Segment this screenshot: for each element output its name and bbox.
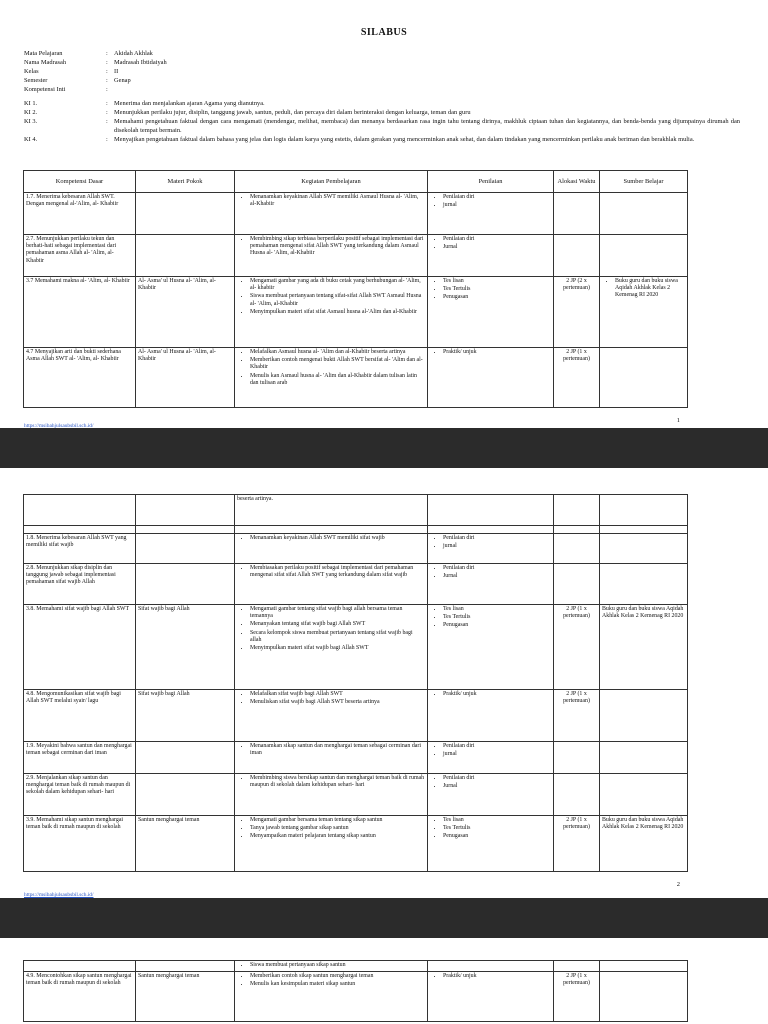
- alokasi-cell: [554, 564, 600, 605]
- list-item: • Melafalkan sifat wajib bagi Allah SWT: [250, 691, 425, 698]
- list-item: • Tes Tertulis: [443, 286, 551, 293]
- ki-row: [24, 118, 740, 135]
- bullet-list: [430, 236, 551, 251]
- bullet-list: [430, 194, 551, 209]
- kegiatan-cell: [235, 690, 428, 742]
- bullet-list: [237, 606, 425, 652]
- alokasi-cell: 2 JP (1 x pertemuan): [554, 972, 600, 1022]
- meta-colon: :: [106, 76, 108, 84]
- materi-cell: Santun menghargai teman: [136, 816, 235, 872]
- document-title: SILABUS: [360, 27, 408, 38]
- penilaian-cell: [428, 774, 554, 816]
- list-item: • Tanya jawab tentang gambar sikap santun: [250, 825, 425, 832]
- subject-metadata: [24, 50, 167, 95]
- list-item: • jurnal: [443, 751, 551, 758]
- table-row: [24, 816, 688, 872]
- ki-row: [24, 109, 740, 118]
- list-item: • Tes lisan: [443, 817, 551, 824]
- kegiatan-cell: [235, 534, 428, 564]
- ki-colon: :: [106, 100, 108, 107]
- syllabus-table-page-3: [23, 960, 688, 1022]
- penilaian-cell: [428, 277, 554, 348]
- sumber-cell: [600, 690, 688, 742]
- syllabus-table-page-1: [23, 170, 688, 408]
- list-item: • Menuliskan sifat wajib bagi Allah SWT beserta artinya: [250, 699, 425, 706]
- ki-row: [24, 136, 740, 145]
- syllabus-table-page-2: [23, 494, 688, 872]
- materi-cell: Santun menghargai teman: [136, 972, 235, 1022]
- kd-cell: 3.7 Memahami makna al- 'Alim, al- Khabiir: [24, 277, 136, 348]
- kegiatan-cell: [235, 277, 428, 348]
- kd-cell: 4.9. Mencontohkan sikap santun menghargai teman baik di rumah maupun di sekolah: [24, 972, 136, 1022]
- meta-key: Semester: [24, 76, 48, 84]
- alokasi-cell: [554, 961, 600, 972]
- bullet-list: [430, 743, 551, 758]
- kegiatan-cell: [235, 972, 428, 1022]
- alokasi-cell: [554, 235, 600, 277]
- bullet-list: [430, 691, 551, 698]
- sumber-cell: [600, 972, 688, 1022]
- list-item: • Secara kelompok siswa membuat pertanyaan tentang sifat wajib bagi allah: [250, 630, 425, 644]
- penilaian-cell: [428, 972, 554, 1022]
- ki-key: KI 2.: [24, 109, 38, 116]
- kd-cell: 2.7. Menunjukkan perilaku tekun dan berhati-hati sebagai implementasi dari pemahaman asma Allah al- 'Alim, al- Khabiir: [24, 235, 136, 277]
- penilaian-cell: [428, 193, 554, 235]
- list-item: • Penilaian diri: [443, 743, 551, 750]
- document-page-1: [0, 0, 768, 428]
- list-item: • Penilaian diri: [443, 775, 551, 782]
- list-item: • Menanamkan sikap santun dan menghargai teman sebagai cerminan dari iman: [250, 743, 425, 757]
- list-item: • Jurnal: [443, 244, 551, 251]
- ki-row: [24, 100, 740, 109]
- list-item: • Menyimpulkan materi sifat wajib bagi Allah SWT: [250, 645, 425, 652]
- list-item: • jurnal: [443, 543, 551, 550]
- materi-cell: Al- Asma' ul Husna al- 'Alim, al-Khabiir: [136, 277, 235, 348]
- meta-key: Kompetensi Inti: [24, 85, 66, 93]
- table-row: [24, 742, 688, 774]
- bullet-list: [237, 565, 425, 579]
- table-row: [24, 564, 688, 605]
- bullet-list: [237, 236, 425, 258]
- kegiatan-cell: [235, 193, 428, 235]
- table-row: [24, 774, 688, 816]
- table-row: [24, 972, 688, 1022]
- bullet-list: [602, 278, 685, 300]
- alokasi-cell: [554, 774, 600, 816]
- bullet-list: [237, 535, 425, 542]
- meta-colon: :: [106, 67, 108, 75]
- ki-text: Memahami pengetahuan faktual dengan cara mengamati (mendengar, melihat, membaca) dan menanya berdasarkan rasa ingin tahu tentang dirinya, makhluk ciptaan tuhan dan kegiatannya, dan benda-benda yang dijumpainya dirumah dan disekolah tempat bermain.: [114, 118, 740, 134]
- meta-row: [24, 68, 167, 77]
- meta-colon: :: [106, 85, 108, 93]
- kegiatan-cell: [235, 348, 428, 408]
- ki-text: Menunjukkan perilaku jujur, disiplin, tanggung jawab, santun, peduli, dan percaya diri dalam berinteraksi dengan keluarga, teman dan guru: [114, 109, 471, 116]
- meta-row: [24, 77, 167, 86]
- kd-cell: 2.9. Menjalankan sikap santun dan menghargai teman baik di rumah maupun di sekolah dalam kehidupan sehari- hari: [24, 774, 136, 816]
- list-item: • Siswa membuat pertanyaan sikap santun: [250, 962, 425, 969]
- ki-text: Menyajikan pengetahuan faktual dalam bahasa yang jelas dan logis dalam karya yang estetis, dalam gerakan yang mencerminkan anak sehat, dan dalam tindakan yang mencerminkan perilaku anak beriman dan berakhlak mulia.: [114, 136, 695, 143]
- list-item: • Buku guru dan buku siswa Aqidah Akhlak Kelas 2 Kemenag RI 2020: [615, 278, 685, 300]
- footer-link[interactable]: https://msibahjulsaubsbil.sch.id/: [24, 892, 94, 898]
- list-item: • Menulis kan Asmaul husna al- 'Alim dan al-Khabiir dalam tulisan latin dan tulisan arab: [250, 373, 425, 387]
- bullet-list: [430, 565, 551, 580]
- kd-cell: 4.8. Mengomunikasikan sifat wajib bagi Allah SWT melalui syair/ lagu: [24, 690, 136, 742]
- kegiatan-cell: [235, 235, 428, 277]
- alokasi-cell: [554, 742, 600, 774]
- bullet-list: [237, 973, 425, 988]
- alokasi-cell: [554, 534, 600, 564]
- ki-key: KI 3.: [24, 118, 38, 125]
- penilaian-cell: [428, 816, 554, 872]
- sumber-cell: [600, 816, 688, 872]
- sumber-text: Buku guru dan buku siswa Aqidah Akhlak Kelas 2 Kemenag RI 2020: [602, 817, 684, 831]
- table-header-row: [24, 171, 688, 193]
- bullet-list: [237, 691, 425, 706]
- sumber-cell: [600, 277, 688, 348]
- bullet-list: [237, 817, 425, 841]
- meta-value: II: [114, 67, 119, 75]
- alokasi-cell: 2 JP (1 x pertemuan): [554, 348, 600, 408]
- penilaian-cell: [428, 742, 554, 774]
- materi-cell: [136, 742, 235, 774]
- list-item: • Tes Tertulis: [443, 825, 551, 832]
- meta-row: [24, 59, 167, 68]
- list-item: • Memberikan contoh sikap santun menghargai teman: [250, 973, 425, 980]
- table-row: [24, 235, 688, 277]
- bullet-list: [430, 278, 551, 302]
- meta-row: [24, 86, 167, 95]
- materi-cell: Sifat wajib bagi Allah: [136, 690, 235, 742]
- alokasi-cell: [554, 193, 600, 235]
- kegiatan-cell: [235, 605, 428, 690]
- materi-cell: [136, 193, 235, 235]
- materi-cell: Al- Asma' ul Husna al- 'Alim, al-Khabiir: [136, 348, 235, 408]
- bullet-list: [430, 349, 551, 356]
- penilaian-cell: [428, 348, 554, 408]
- ki-key: KI 1.: [24, 100, 38, 107]
- meta-value: Genap: [114, 76, 131, 84]
- kd-cell: 4.7 Menyajikan arti dan bukti sederhana Asma Allah SWT al- 'Alim, al- Khabiir: [24, 348, 136, 408]
- ki-key: KI 4.: [24, 136, 38, 143]
- meta-key: Mata Pelajaran: [24, 50, 63, 57]
- penilaian-cell: [428, 235, 554, 277]
- list-item: • Penilaian diri: [443, 565, 551, 572]
- materi-cell: [136, 564, 235, 605]
- table-row: [24, 690, 688, 742]
- list-item: • Menyimpulkan materi sifat sifat Asmaul husna al-'Alim dan al-Khabiir: [250, 309, 425, 316]
- bullet-list: [237, 962, 425, 969]
- bullet-list: [237, 194, 425, 208]
- sumber-cell: [600, 193, 688, 235]
- page-number: 1: [676, 417, 680, 424]
- ki-colon: :: [106, 136, 108, 143]
- bullet-list: [237, 349, 425, 387]
- alokasi-cell: 2 JP (1 x pertemuan): [554, 605, 600, 690]
- table-row: [24, 277, 688, 348]
- sumber-cell: [600, 742, 688, 774]
- list-item: • Menulis kan kesimpulan materi sikap santun: [250, 981, 425, 988]
- list-item: • Siswa membuat pertanyaan tentang sifat-sifat Allah SWT Asmaul Husna al- 'Alim, al-Khabiir: [250, 293, 425, 307]
- footer-link[interactable]: https://msibahjulsaubsbil.sch.id/: [24, 423, 94, 428]
- kd-cell: 2.8. Menunjukkan sikap disiplin dan tanggung jawab sebagai implementasi pemahaman sifat wajib Allah: [24, 564, 136, 605]
- list-item: • Penugasan: [443, 833, 551, 840]
- list-item: • Mengamati gambar bersama teman tentang sikap santun: [250, 817, 425, 824]
- list-item: • Melafalkan Asmaul husna al- 'Alim dan al-Khabiir beserta artinya: [250, 349, 425, 356]
- alokasi-cell: 2 JP (2 x pertemuan): [554, 277, 600, 348]
- list-item: • Jurnal: [443, 783, 551, 790]
- table-row: [24, 605, 688, 690]
- bullet-list: [430, 775, 551, 790]
- column-header: Alokasi Waktu: [554, 171, 600, 193]
- materi-cell: [136, 961, 235, 972]
- table-row: [24, 193, 688, 235]
- table-row-continuation: [24, 495, 688, 526]
- ki-text: Menerima dan menjalankan ajaran Agama yang dianutnya.: [114, 100, 265, 107]
- list-item: • Membimbing siswa bersikap santun dan menghargai teman baik di rumah maupun di sekolah dalam kehidupan sehari- hari: [250, 775, 425, 789]
- sumber-text: Buku guru dan buku siswa Aqidah Akhlak Kelas 2 Kemenag RI 2020: [602, 606, 684, 620]
- bullet-list: [430, 535, 551, 550]
- kd-cell: 1.9. Meyakini bahwa santun dan menghargai teman sebagai cerminan dari iman: [24, 742, 136, 774]
- kegiatan-cell: [235, 742, 428, 774]
- ki-colon: :: [106, 118, 108, 125]
- ki-colon: :: [106, 109, 108, 116]
- meta-value: Akidah Akhlak: [114, 50, 153, 57]
- sumber-cell: [600, 348, 688, 408]
- table-row: [24, 534, 688, 564]
- bullet-list: [430, 973, 551, 980]
- kegiatan-cell: [235, 564, 428, 605]
- list-item: • Menanyakan tentang sifat wajib bagi Allah SWT: [250, 621, 425, 628]
- list-item: • Penilaian diri: [443, 236, 551, 243]
- kd-cell: 1.7. Menerima kebesaran Allah SWT. Dengan mengenal al-'Alim, al- Khabiir: [24, 193, 136, 235]
- alokasi-cell: 2 JP (1 x pertemuan): [554, 690, 600, 742]
- kegiatan-cell: [235, 961, 428, 972]
- sumber-cell: [600, 774, 688, 816]
- document-page-2: [0, 468, 768, 898]
- sumber-cell: [600, 534, 688, 564]
- table-row: [24, 961, 688, 972]
- column-header: Kompetensi Dasar: [24, 171, 136, 193]
- meta-row: [24, 50, 167, 59]
- penilaian-cell: [428, 961, 554, 972]
- list-item: • Menanamkan keyakinan Allah SWT memiliki sifat wajib: [250, 535, 425, 542]
- materi-cell: Sifat wajib bagi Allah: [136, 605, 235, 690]
- list-item: • Penilaian diri: [443, 535, 551, 542]
- sumber-cell: [600, 605, 688, 690]
- penilaian-cell: [428, 534, 554, 564]
- page-number: 2: [676, 881, 680, 888]
- list-item: • Mengamati gambar yang ada di buku cetak yang berhubungan al- 'Alim, al- khabiir: [250, 278, 425, 292]
- meta-colon: :: [106, 50, 108, 57]
- meta-value: Madrasah Ibtidaiyah: [114, 58, 167, 66]
- kegiatan-cell: [235, 774, 428, 816]
- penilaian-cell: [428, 690, 554, 742]
- meta-key: Nama Madrasah: [24, 58, 67, 66]
- bullet-list: [430, 606, 551, 630]
- list-item: • Praktik/ unjuk: [443, 973, 551, 980]
- column-header: Materi Pokok: [136, 171, 235, 193]
- list-item: • Membimbing sikap terbiasa berperilaku positif sebagai implementasi dari pemahaman mengenai sifat Allah SWT yang terkandung dalam Asmaul Husna al- 'Alim, al-Khabiir: [250, 236, 425, 258]
- document-page-3: [0, 938, 768, 1024]
- list-item: • Tes lisan: [443, 606, 551, 613]
- bullet-list: [430, 817, 551, 841]
- alokasi-cell: 2 JP (1 x pertemuan): [554, 816, 600, 872]
- list-item: • Membiasakan perilaku positif sebagai implementasi dari pemahaman mengenai sifat sifat Allah SWT yang terkandung dalam sifat wajib: [250, 565, 425, 579]
- list-item: • Mengamati gambar tentang sifat wajib bagi allah bersama teman temannya: [250, 606, 425, 620]
- meta-colon: :: [106, 58, 108, 66]
- kd-cell: [24, 961, 136, 972]
- kd-cell: 3.9. Memahami sikap santun menghargai teman baik di rumah maupun di sekolah: [24, 816, 136, 872]
- kegiatan-cell: [235, 816, 428, 872]
- list-item: • Penugasan: [443, 622, 551, 629]
- column-header: Sumber Belajar: [600, 171, 688, 193]
- sumber-cell: [600, 961, 688, 972]
- sumber-cell: [600, 235, 688, 277]
- meta-key: Kelas: [24, 67, 39, 75]
- column-header: Kegiatan Pembelajaran: [235, 171, 428, 193]
- materi-cell: [136, 534, 235, 564]
- list-item: • Praktik/ unjuk: [443, 349, 551, 356]
- materi-cell: [136, 774, 235, 816]
- list-item: • Penugasan: [443, 294, 551, 301]
- list-item: • Praktik/ unjuk: [443, 691, 551, 698]
- column-header: Penilaian: [428, 171, 554, 193]
- kd-cell: 3.8. Memahami sifat wajib bagi Allah SWT: [24, 605, 136, 690]
- list-item: • Tes lisan: [443, 278, 551, 285]
- continuation-text: beserta artinya.: [235, 495, 428, 526]
- bullet-list: [237, 775, 425, 789]
- list-item: • Memberikan contoh mengenai bukti Allah SWT bersifat al- 'Alim dan al-Khabiir: [250, 357, 425, 371]
- sumber-cell: [600, 564, 688, 605]
- list-item: • Jurnal: [443, 573, 551, 580]
- penilaian-cell: [428, 605, 554, 690]
- list-item: • Penilaian diri: [443, 194, 551, 201]
- table-row-spacer: [24, 526, 688, 534]
- list-item: • jurnal: [443, 202, 551, 209]
- list-item: • Menanamkan keyakinan Allah SWT memiliki Asmaul Husna al- 'Alim, al-Khabiir: [250, 194, 425, 208]
- bullet-list: [237, 743, 425, 757]
- table-row: [24, 348, 688, 408]
- bullet-list: [237, 278, 425, 316]
- materi-cell: [136, 235, 235, 277]
- list-item: • Menyampaikan materi pelajaran tentang sikap santun: [250, 833, 425, 840]
- list-item: • Tes Tertulis: [443, 614, 551, 621]
- kd-cell: 1.8. Menerima kebesaran Allah SWT yang memiliki sifat wajib: [24, 534, 136, 564]
- penilaian-cell: [428, 564, 554, 605]
